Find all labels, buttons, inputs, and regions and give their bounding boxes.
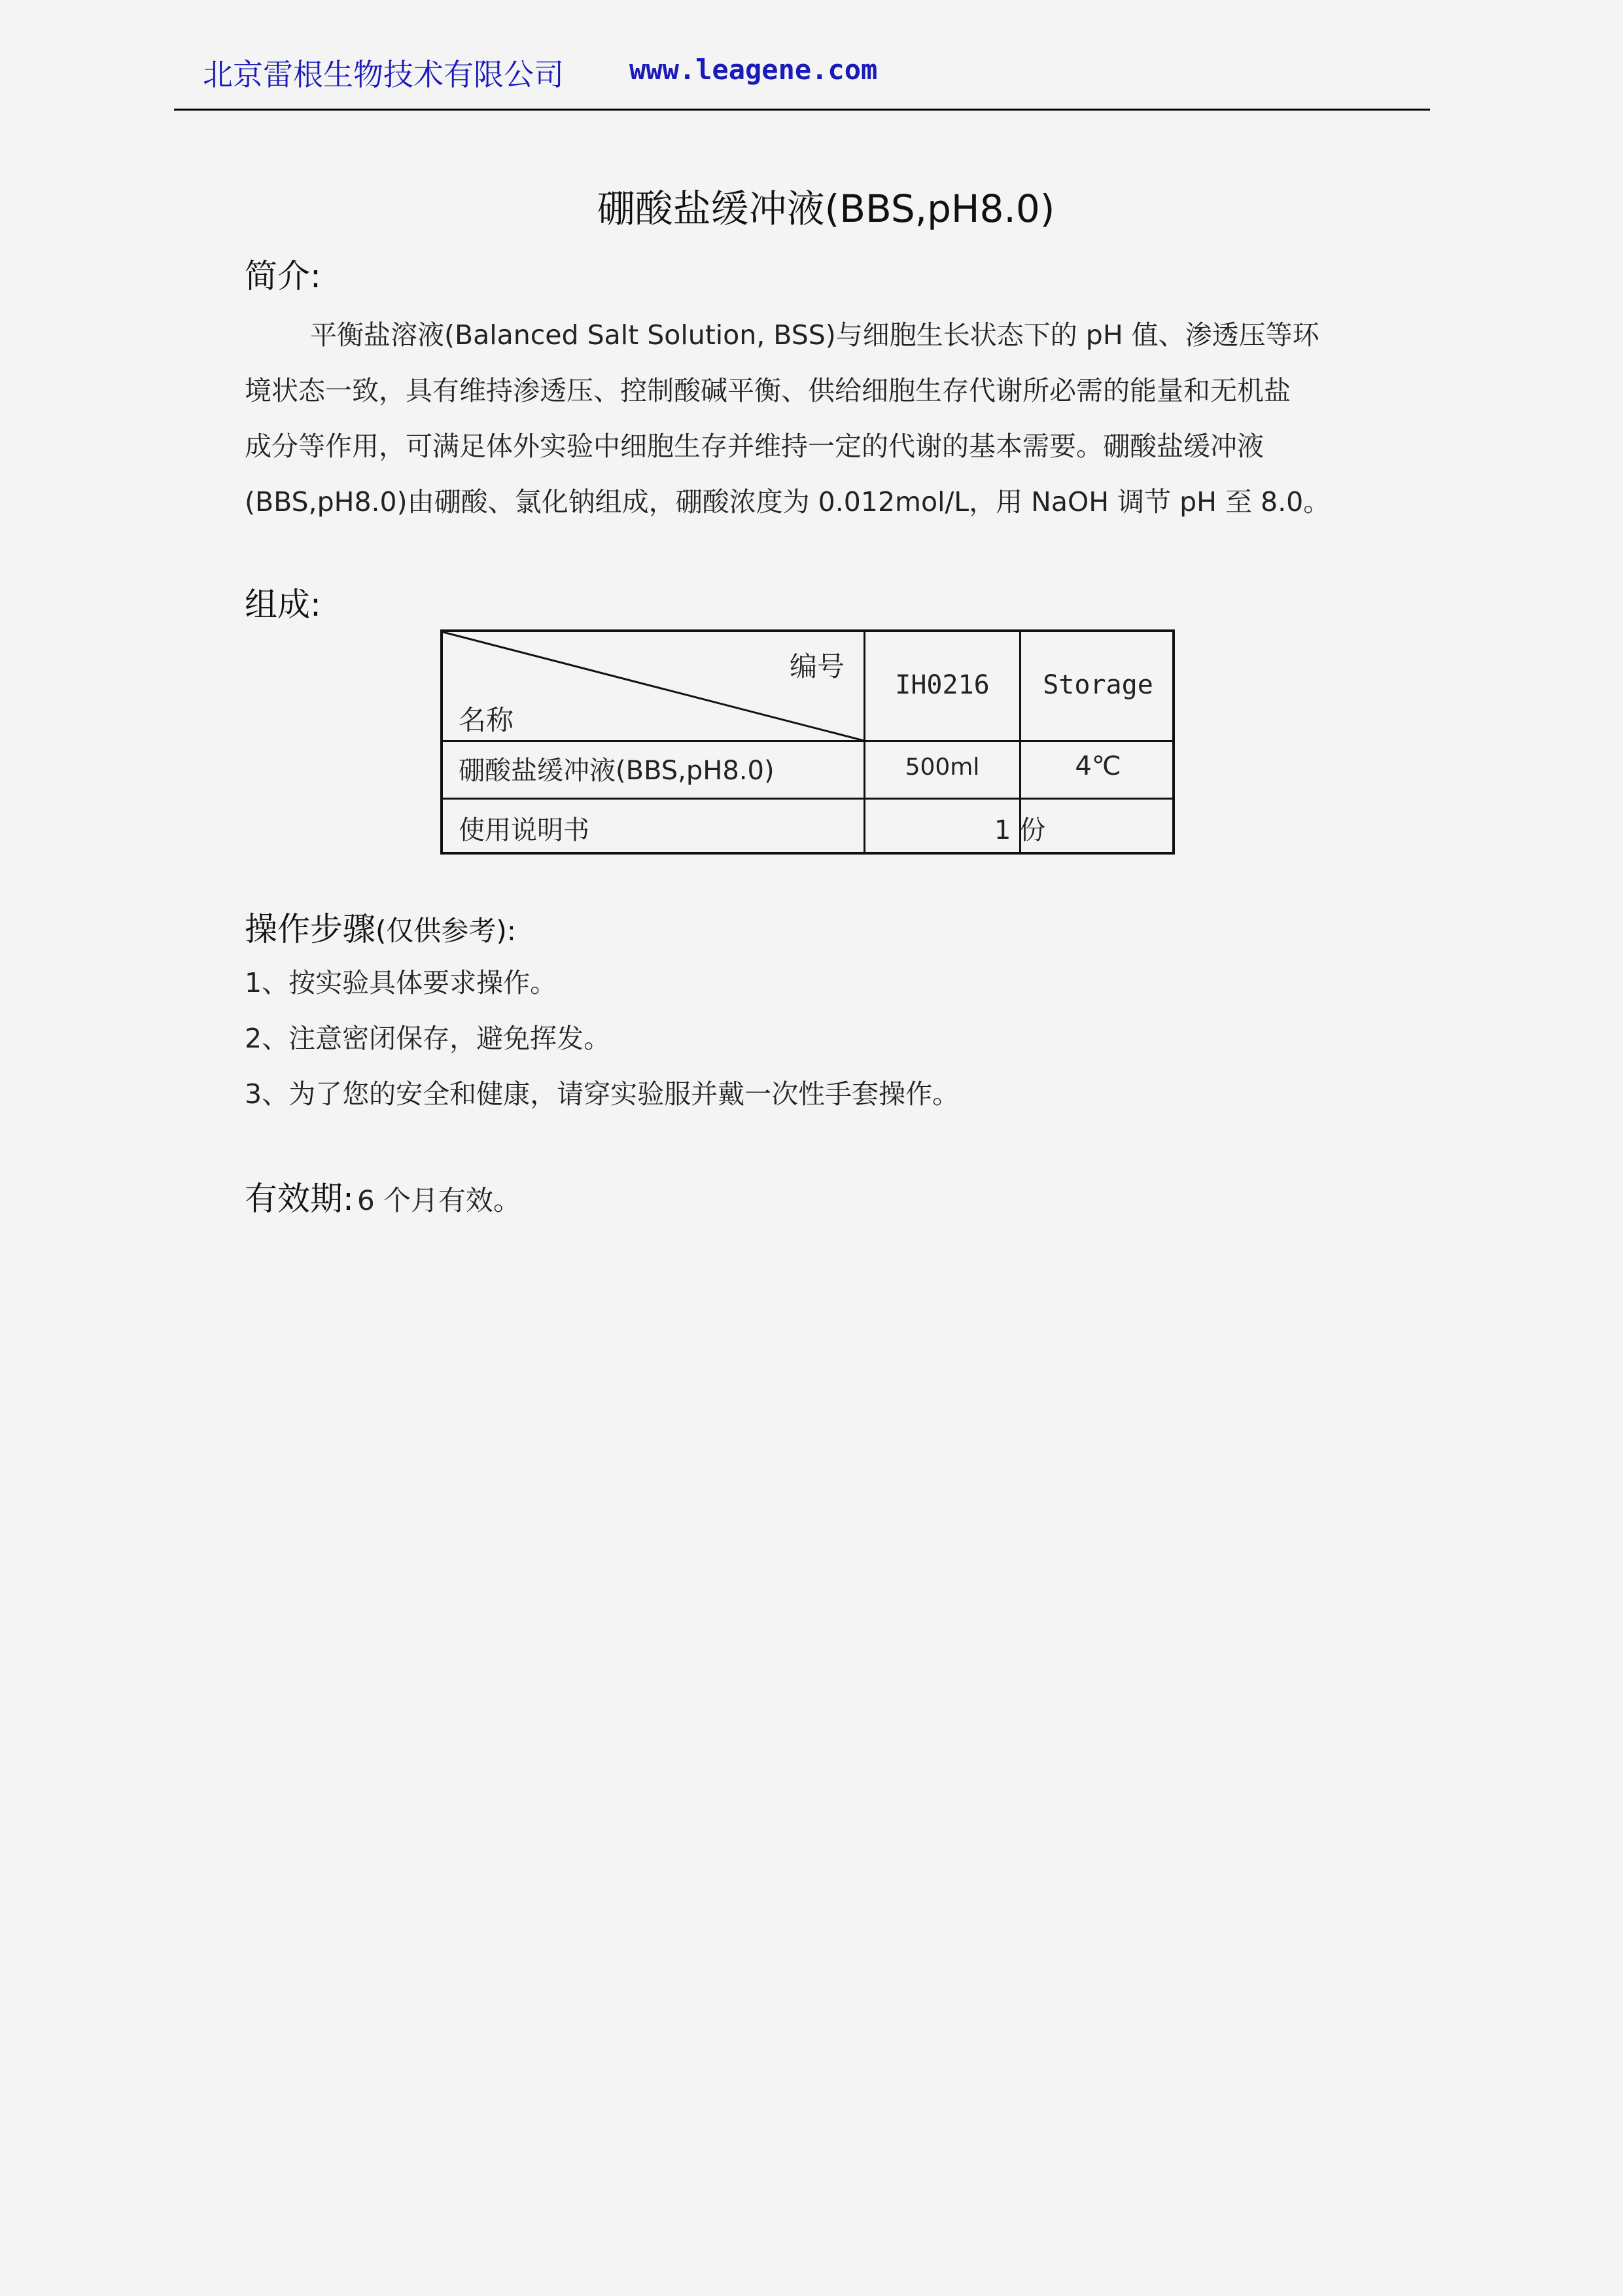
intro-line: 境状态一致，具有维持渗透压、控制酸碱平衡、供给细胞生存代谢所必需的能量和无机盐 bbox=[245, 375, 1291, 406]
intro-line: 成分等作用，可满足体外实验中细胞生存并维持一定的代谢的基本需要。硼酸盐缓冲液 bbox=[245, 431, 1264, 462]
intro-paragraph bbox=[245, 308, 1383, 530]
company-name: 北京雷根生物技术有限公司 bbox=[203, 57, 564, 92]
procedure-heading-label: 操作步骤 bbox=[245, 910, 375, 948]
validity bbox=[245, 1173, 521, 1220]
company-url-link[interactable]: www.leagene.com bbox=[629, 54, 878, 86]
procedure-step: 2、注意密闭保存，避免挥发。 bbox=[245, 1023, 611, 1054]
procedure-step: 3、为了您的安全和健康，请穿实验服并戴一次性手套操作。 bbox=[245, 1078, 960, 1110]
row-qty-manual: 1 份 bbox=[994, 815, 1046, 845]
row-qty-buffer: 500ml bbox=[905, 754, 980, 781]
composition-heading: 组成: bbox=[245, 586, 321, 624]
intro-line: 平衡盐溶液(Balanced Salt Solution, BSS)与细胞生长状态下的 pH 值、渗透压等环 bbox=[310, 319, 1319, 351]
row-storage-buffer: 4℃ bbox=[1075, 751, 1121, 781]
document-title: 硼酸盐缓冲液(BBS,pH8.0) bbox=[597, 186, 1055, 231]
corner-label-number: 编号 bbox=[790, 650, 845, 682]
intro-heading: 简介: bbox=[245, 257, 321, 295]
header-divider bbox=[174, 109, 1430, 111]
row-name-buffer: 硼酸盐缓冲液(BBS,pH8.0) bbox=[459, 756, 775, 786]
row-name-manual: 使用说明书 bbox=[459, 815, 589, 845]
procedure-heading bbox=[245, 903, 516, 950]
table-divider bbox=[443, 798, 1172, 800]
col-header-ih0216: IH0216 bbox=[895, 670, 990, 700]
corner-label-name: 名称 bbox=[459, 704, 514, 736]
col-header-storage: Storage bbox=[1043, 670, 1153, 700]
procedure-heading-note: (仅供参考): bbox=[375, 915, 516, 947]
validity-value: 6 个月有效。 bbox=[357, 1184, 521, 1216]
intro-line: (BBS,pH8.0)由硼酸、氯化钠组成，硼酸浓度为 0.012mol/L，用 NaOH 调节 pH 至 8.0。 bbox=[245, 486, 1331, 518]
procedure-step: 1、按实验具体要求操作。 bbox=[245, 967, 557, 998]
composition-table bbox=[440, 629, 1175, 855]
procedure-steps bbox=[245, 955, 959, 1122]
validity-label: 有效期: bbox=[245, 1180, 354, 1218]
